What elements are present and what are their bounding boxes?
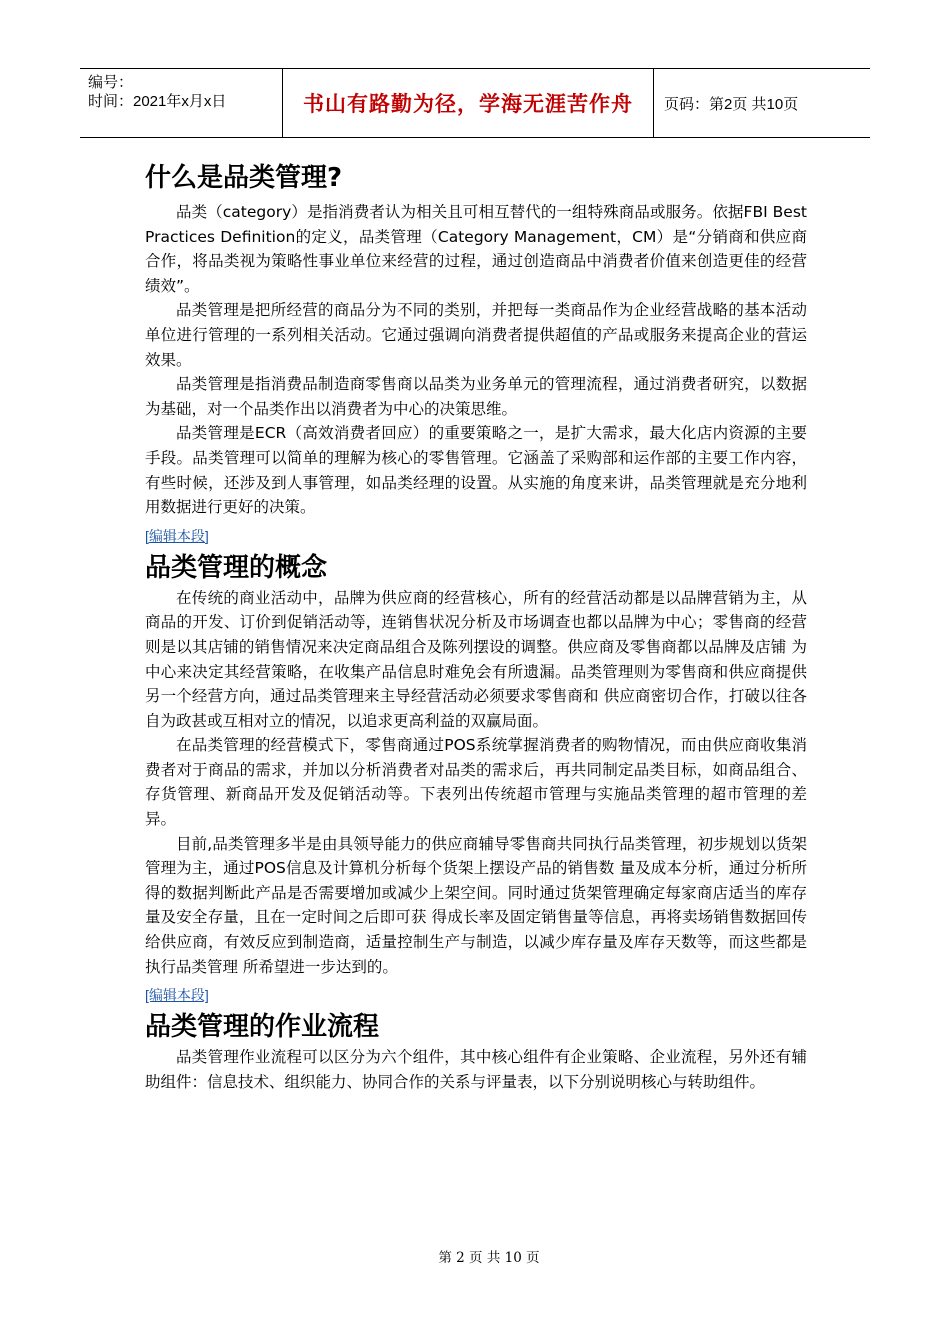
header-motto-cell [282, 69, 654, 137]
paragraph: 在传统的商业活动中，品牌为供应商的经营核心，所有的经营活动都是以品牌营销为主，从商品的开发、订价到促销活动等，连销售状况分析及市场调查也都以品牌为中心；零售商的经营则是以其店铺的销售情况来决定商品组合及陈列摆设的调整。供应商及零售商都以品牌及店铺 为中心来决定其经营策略，在收集产品信息时难免会有所遗漏。品类管理则为零售商和供应商提供另一个经营方向，通过品类管理来主导经营活动必须要求零售商和 供应商密切合作，打破以往各自为政甚或互相对立的情况，以追求更高利益的双赢局面。 [145, 588, 807, 730]
paragraph: 品类管理是指消费品制造商零售商以品类为业务单元的管理流程，通过消费者研究，以数据为基础，对一个品类作出以消费者为中心的决策思维。 [145, 375, 807, 418]
document-date-label: 时间：2021年x月x日 [88, 93, 227, 110]
edit-section-link[interactable]: [编辑本段] [145, 987, 209, 1004]
paragraph: 目前,品类管理多半是由具领导能力的供应商辅导零售商共同执行品类管理，初步规划以货架管理为主，通过POS信息及计算机分析每个货架上摆设产品的销售数 量及成本分析，通过分析所得的数据判断此产品是否需要增加或减少上架空间。同时通过货架管理确定每家商店适当的库存量及安全存量，且在一定时间之后即可获 得成长率及固定销售量等信息，再将卖场销售数据回传给供应商，有效反应到制造商，适量控制生产与制造，以减少库存量及库存天数等，而这些都是执行品类管理 所希望进一步达到的。 [145, 834, 807, 976]
footer-page-number: 第 2 页 共 10 页 [438, 1250, 540, 1266]
document-body [145, 160, 807, 1094]
paragraph: 品类（category）是指消费者认为相关且可相互替代的一组特殊商品或服务。依据FBI Best Practices Definition的定义，品类管理（Category Management，CM）是“分销商和供应商合作，将品类视为策略性事业单位来经营的过程，通过创造商品中消费者价值来创造更佳的经营绩效”。 [145, 203, 807, 295]
header-table [80, 68, 870, 138]
page-footer [0, 1246, 950, 1267]
paragraph: 品类管理是把所经营的商品分为不同的类别，并把每一类商品作为企业经营战略的基本活动单位进行管理的一系列相关活动。它通过强调向消费者提供超值的产品或服务来提高企业的营运效果。 [145, 301, 807, 369]
edit-section-link[interactable]: [编辑本段] [145, 527, 209, 544]
paragraph: 在品类管理的经营模式下，零售商通过POS系统掌握消费者的购物情况，而由供应商收集消费者对于商品的需求，并加以分析消费者对品类的需求后，再共同制定品类目标，如商品组合、存货管理、新商品开发及促销活动等。下表列出传统超市管理与实施品类管理的超市管理的差异。 [145, 736, 807, 829]
section-title-workflow: 品类管理的作业流程 [145, 1012, 380, 1043]
paragraph: 品类管理是ECR（高效消费者回应）的重要策略之一，是扩大需求，最大化店内资源的主要手段。品类管理可以简单的理解为核心的零售管理。它涵盖了采购部和运作部的主要工作内容，有些时候，还涉及到人事管理，如品类经理的设置。从实施的角度来讲，品类管理就是充分地利用数据进行更好的决策。 [145, 424, 807, 517]
header-left-cell [80, 69, 282, 137]
header-page-cell [654, 69, 870, 137]
header-motto: 书山有路勤为径，学海无涯苦作舟 [303, 92, 633, 116]
document-number-label: 编号： [88, 74, 134, 91]
section-title-concept: 品类管理的概念 [145, 552, 328, 583]
section-title-what-is-category-management: 什么是品类管理? [145, 163, 343, 193]
paragraph: 品类管理作业流程可以区分为六个组件，其中核心组件有企业策略、企业流程，另外还有辅助组件：信息技术、组织能力、协同合作的关系与评量表，以下分别说明核心与转助组件。 [145, 1048, 807, 1091]
header-page-info: 页码：第2页 共10页 [664, 95, 799, 113]
